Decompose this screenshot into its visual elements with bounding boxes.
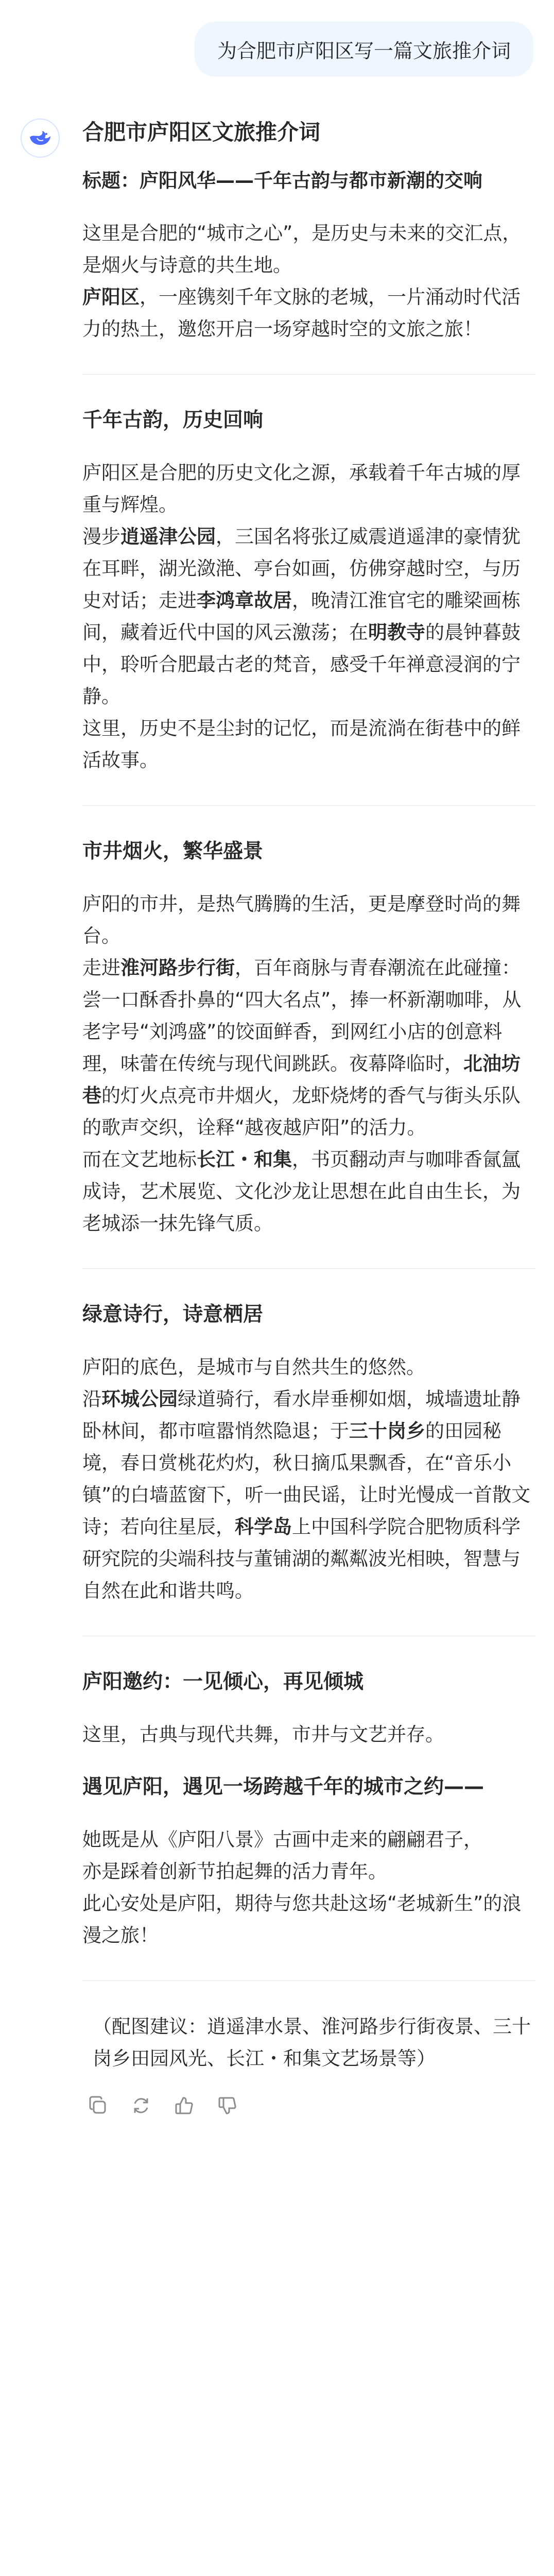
place-highlight: 北油坊巷 <box>82 1053 521 1107</box>
section-text: ，晚清江淮官宅的雕梁画栋间，藏着近代中国的风云激荡；在 <box>82 589 521 643</box>
section-heading: 市井烟火，繁华盛景 <box>82 840 264 863</box>
section-text: ，三国名将张辽威震逍遥津的豪情犹在耳畔，湖光潋滟、亭台如画，仿佛穿越时空，与历史对话；走进 <box>82 526 521 612</box>
section-text: 这里，历史不是尘封的记忆，而是流淌在街巷中的鲜活故事。 <box>82 717 521 771</box>
regenerate-icon[interactable] <box>131 2095 151 2116</box>
section-text: 的田园秘境，春日赏桃花灼灼，秋日摘瓜果飘香，在“音乐小镇”的白墙蓝窗下，听一曲民谣，让时光慢成一首散文诗；若向往星辰， <box>82 1420 531 1538</box>
place-highlight: 长江・和集 <box>197 1148 292 1171</box>
section-text: ，百年商脉与青春潮流在此碰撞：尝一口酥香扑鼻的“四大名点”，捧一杯新潮咖啡，从老字号“刘鸿盛”的饺面鲜香，到网红小店的创意料理，味蕾在传统与现代间跳跃。夜幕降临时， <box>82 957 522 1075</box>
assistant-response <box>82 117 535 2116</box>
place-highlight: 三十岗乡 <box>349 1420 425 1442</box>
section-paragraph <box>82 1824 535 1952</box>
place-highlight: 科学岛 <box>235 1516 292 1538</box>
section-text: 绿道骑行，看水岸垂柳如烟，城墙遗址静卧林间，都市喧嚣悄然隐退；于 <box>82 1388 521 1442</box>
user-message-text: 为合肥市庐阳区写一篇文旅推介词 <box>217 40 511 62</box>
section-text: 上中国科学院合肥物质科学研究院的尖端科技与董铺湖的粼粼波光相映，智慧与自然在此和谐共鸣。 <box>82 1516 521 1602</box>
section-paragraph <box>82 1351 535 1607</box>
thumbs-up-icon[interactable] <box>174 2095 195 2116</box>
section-text: 庐阳的市井，是热气腾腾的生活，更是摩登时尚的舞台。 <box>82 893 521 947</box>
divider <box>82 374 535 375</box>
section-text: ，书页翻动声与咖啡香氤氲成诗，艺术展览、文化沙龙让思想在此自由生长，为老城添一抹先锋气质。 <box>82 1148 521 1234</box>
response-actions <box>88 2095 535 2116</box>
divider <box>82 1268 535 1269</box>
place-highlight: 淮河路步行街 <box>120 957 235 979</box>
section-subheading: 遇见庐阳，遇见一场跨越千年的城市之约—— <box>82 1775 484 1799</box>
place-highlight: 环城公园 <box>101 1388 178 1410</box>
section-text: 庐阳区是合肥的历史文化之源，承载着千年古城的厚重与辉煌。 <box>82 462 521 516</box>
section-text: 沿 <box>82 1388 101 1410</box>
section-heading: 庐阳邀约：一见倾心，再见倾城 <box>82 1670 364 1693</box>
section-text: 亦是踩着创新节拍起舞的活力青年。 <box>82 1860 387 1883</box>
intro-text-2: ，一座镌刻千年文脉的老城，一片涌动时代活力的热土，邀您开启一场穿越时空的文旅之旅！ <box>82 286 521 340</box>
section-paragraph <box>82 457 535 776</box>
section-heading: 绿意诗行，诗意栖居 <box>82 1303 264 1326</box>
thumbs-down-icon[interactable] <box>217 2095 238 2116</box>
intro-highlight: 庐阳区 <box>82 286 140 308</box>
section-text: 她既是从《庐阳八景》古画中走来的翩翩君子， <box>82 1828 482 1851</box>
section-text: 的晨钟暮鼓中，聆听合肥最古老的梵音，感受千年禅意浸润的宁静。 <box>82 621 521 707</box>
section-text: 走进 <box>82 957 120 979</box>
deepseek-avatar <box>21 118 60 158</box>
headline: 标题：庐阳风华——千年古韵与都市新潮的交响 <box>82 170 482 192</box>
section-heading: 千年古韵，历史回响 <box>82 409 264 432</box>
place-highlight: 逍遥津公园 <box>120 526 216 548</box>
place-highlight: 明教寺 <box>368 621 425 643</box>
section-paragraph <box>82 888 535 1240</box>
intro-paragraph <box>82 217 535 345</box>
intro-text-1: 这里是合肥的“城市之心”，是历史与未来的交汇点，是烟火与诗意的共生地。 <box>82 222 522 276</box>
section-text: 漫步 <box>82 526 120 548</box>
divider <box>82 1980 535 1981</box>
section-text: 的灯火点亮市井烟火，龙虾烧烤的香气与街头乐队的歌声交织，诠释“越夜越庐阳”的活力。 <box>82 1084 521 1139</box>
user-message-bubble <box>195 22 533 77</box>
divider <box>82 805 535 806</box>
place-highlight: 李鸿章故居 <box>197 589 292 612</box>
section-paragraph: 这里，古典与现代共舞，市井与文艺并存。 <box>82 1723 444 1745</box>
copy-icon[interactable] <box>88 2095 108 2116</box>
section-text: 庐阳的底色，是城市与自然共生的悠然。 <box>82 1356 425 1378</box>
response-title: 合肥市庐阳区文旅推介词 <box>82 120 321 145</box>
image-suggestion-note: （配图建议：逍遥津水景、淮河路步行街夜景、三十岗乡田园风光、长江・和集文艺场景等） <box>93 2015 531 2070</box>
whale-logo-icon <box>28 128 53 148</box>
section-text: 此心安处是庐阳，期待与您共赴这场“老城新生”的浪漫之旅！ <box>82 1892 522 1946</box>
section-text: 而在文艺地标 <box>82 1148 197 1171</box>
